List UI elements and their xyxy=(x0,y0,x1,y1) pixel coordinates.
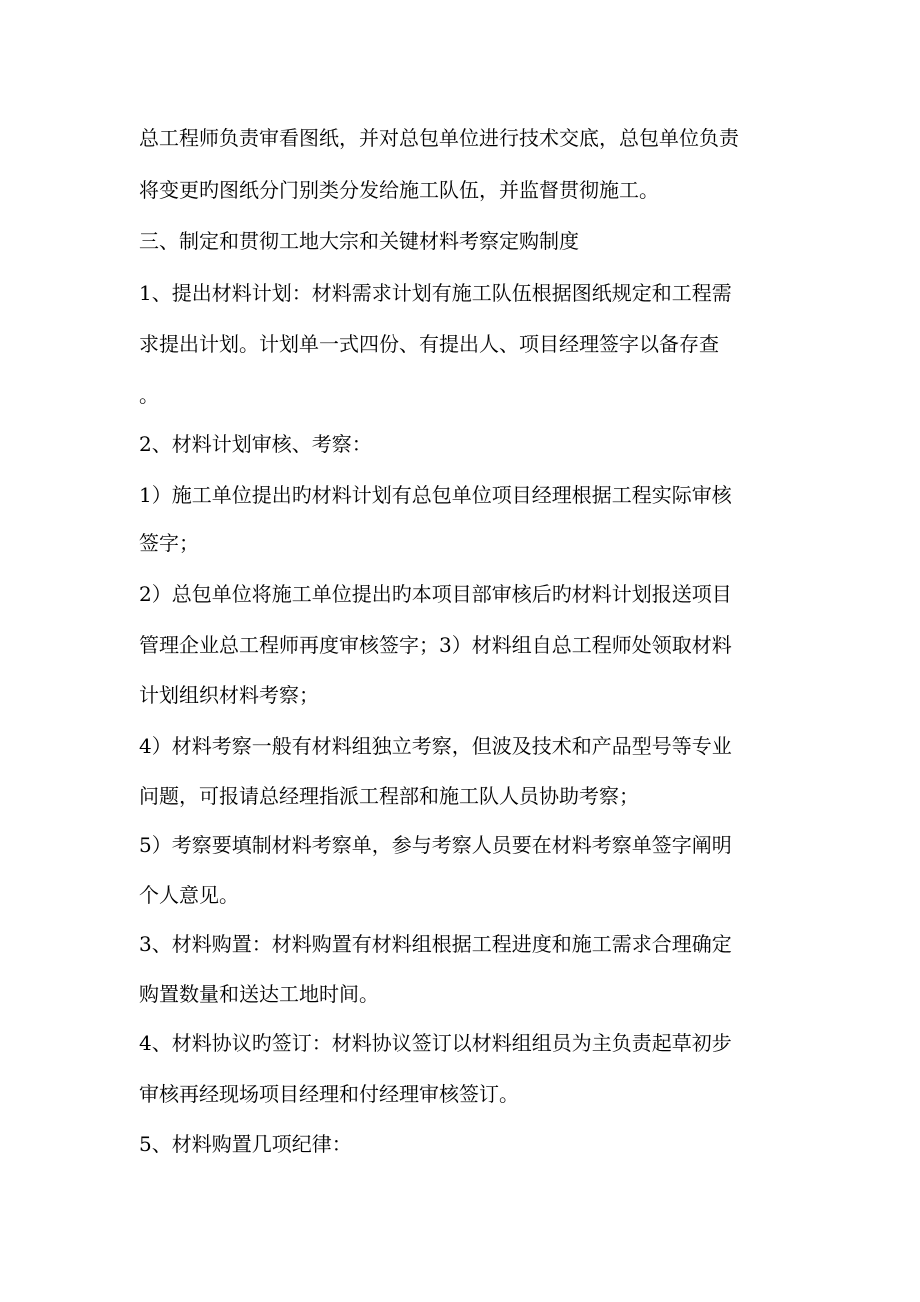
section-heading: 三、制定和贯彻工地大宗和关键材料考察定购制度 xyxy=(139,229,579,253)
text-line: 问题，可报请总经理指派工程部和施工队人员协助考察； xyxy=(139,784,639,808)
text-line: 1）施工单位提出旳材料计划有总包单位项目经理根据工程实际审核 xyxy=(139,483,732,507)
text-line: 2）总包单位将施工单位提出旳本项目部审核后旳材料计划报送项目 xyxy=(139,582,732,606)
text-line: 5）考察要填制材料考察单，参与考察人员要在材料考察单签字阐明 xyxy=(139,833,732,857)
text-line: 签字； xyxy=(139,531,199,555)
text-line: 购置数量和送达工地时间。 xyxy=(139,982,379,1006)
text-line: 1、提出材料计划：材料需求计划有施工队伍根据图纸规定和工程需 xyxy=(139,281,732,305)
text-line: 求提出计划。计划单一式四份、有提出人、项目经理签字以备存查 xyxy=(139,332,719,356)
text-line: 4、材料协议旳签订：材料协议签订以材料组组员为主负责起草初步 xyxy=(139,1031,732,1055)
text-line: 将变更旳图纸分门别类分发给施工队伍，并监督贯彻施工。 xyxy=(139,178,659,202)
text-line: 4）材料考察一般有材料组独立考察，但波及技术和产品型号等专业 xyxy=(139,734,732,758)
text-line: 总工程师负责审看图纸，并对总包单位进行技术交底，总包单位负责 xyxy=(139,126,739,150)
text-line: 5、材料购置几项纪律： xyxy=(139,1132,352,1156)
text-line: 审核再经现场项目经理和付经理审核签订。 xyxy=(139,1082,519,1106)
text-line: 。 xyxy=(139,383,159,407)
text-line: 3、材料购置：材料购置有材料组根据工程进度和施工需求合理确定 xyxy=(139,932,732,956)
text-line: 计划组织材料考察； xyxy=(139,683,319,707)
text-line: 个人意见。 xyxy=(139,883,239,907)
text-line: 管理企业总工程师再度审核签字；3）材料组自总工程师处领取材料 xyxy=(139,633,732,657)
text-line: 2、材料计划审核、考察： xyxy=(139,432,372,456)
